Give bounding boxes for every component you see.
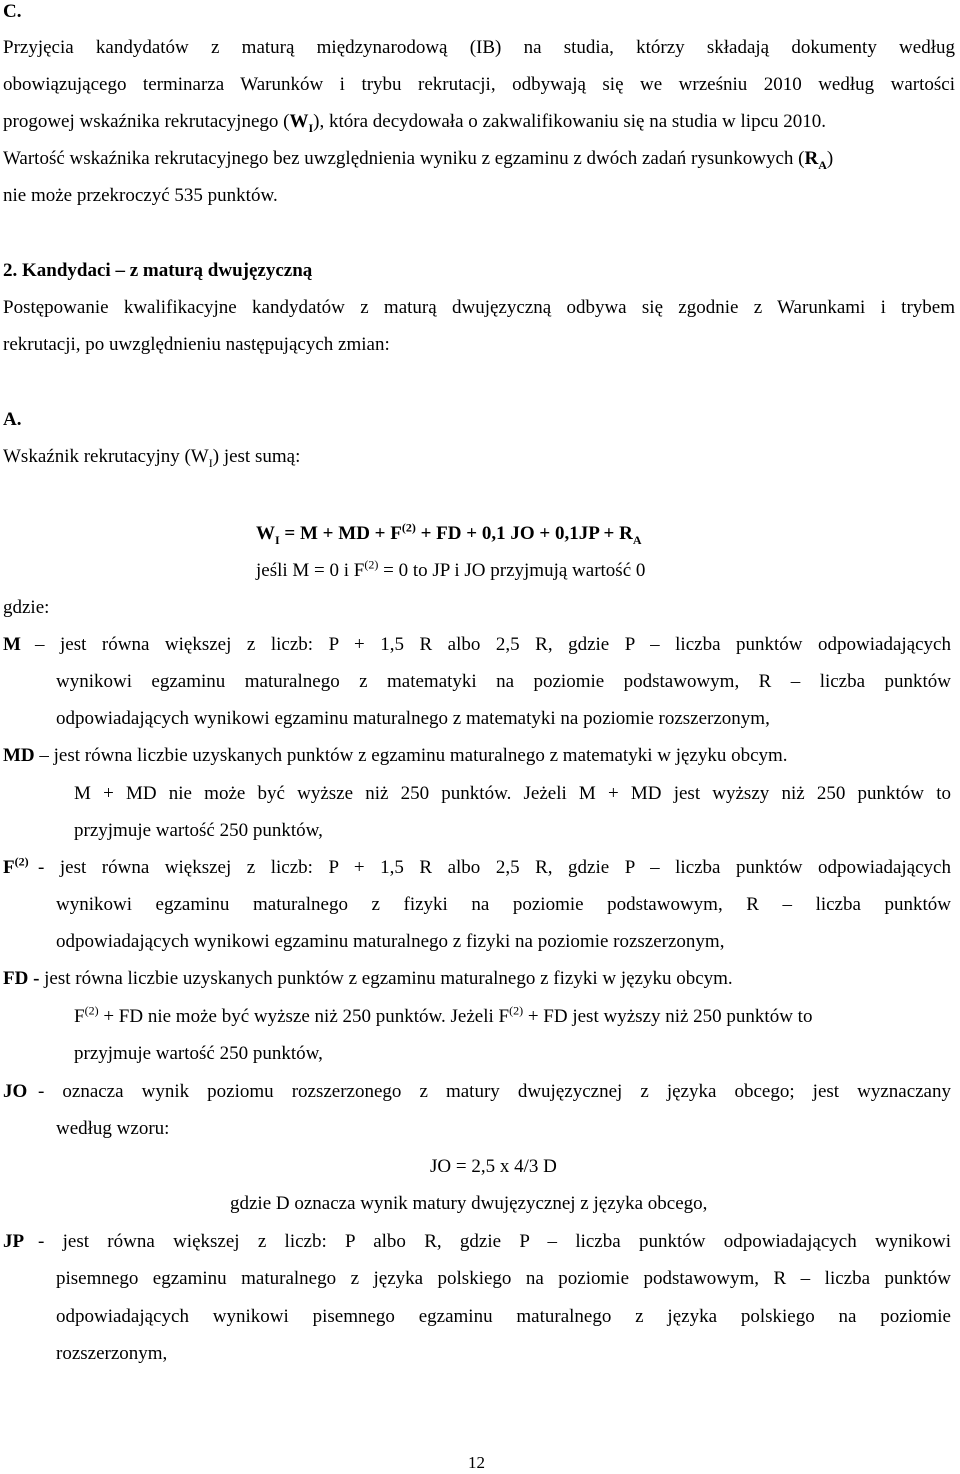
definition-f2-line: wynikowi egzaminu maturalnego z fizyki na poziomie podstawowym, R – liczba punktów — [56, 894, 951, 915]
definition-jp-line: rozszerzonym, — [56, 1343, 168, 1364]
section-c-heading: C. — [3, 1, 22, 22]
section-c-paragraph-line: obowiązującego terminarza Warunków i trybu rekrutacji, odbywają się we wrześniu 2010 według wartości — [3, 74, 955, 95]
definition-jo-line: - oznacza wynik poziomu rozszerzonego z matury dwujęzycznej z języka obcego; jest wyznaczany — [38, 1081, 951, 1102]
section-c-paragraph-line: Przyjęcia kandydatów z maturą międzynarodową (IB) na studia, którzy składają dokumenty według — [3, 37, 955, 58]
formula-condition: jeśli M = 0 i $F^{(2)} = 0$ to JP i JO przyjmują wartość 0 — [256, 557, 646, 581]
definition-term-m: M — [3, 634, 21, 655]
where-label: gdzie: — [3, 597, 50, 618]
definition-term-jp: JP — [3, 1231, 25, 1252]
section-c-paragraph-line: Wartość wskaźnika rekrutacyjnego bez uwzględnienia wyniku z egzaminu z dwóch zadań rysunkowych $(R_A)$ — [3, 148, 834, 172]
definition-term-f2: $F^{(2)}$ — [3, 854, 29, 878]
section-a-intro: Wskaźnik rekrutacyjny $(W_I)$ jest sumą: — [3, 446, 301, 470]
definition-jp-line: - jest równa większej z liczb: P albo R, gdzie P – liczba punktów odpowiadających wynikowi — [38, 1231, 951, 1252]
section-2-paragraph-line: Postępowanie kwalifikacyjne kandydatów z maturą dwujęzyczną odbywa się zgodnie z Warunkami i trybem — [3, 297, 955, 318]
definition-jp-line: pisemnego egzaminu maturalnego z języka polskiego na poziomie podstawowym, R – liczba punktów — [56, 1268, 951, 1289]
definition-md: MD – jest równa liczbie uzyskanych punktów z egzaminu maturalnego z matematyki w języku obcym. — [3, 745, 788, 766]
definition-m-line: odpowiadających wynikowi egzaminu maturalnego z matematyki na poziomie rozszerzonym, — [56, 708, 770, 729]
main-formula: $W_I = M$ + MD + $F^{(2)}$ + FD + 0,1 JO + $0,1JP + R_A$ — [256, 520, 642, 547]
definition-jo-line: według wzoru: — [56, 1118, 170, 1139]
definition-f2-line: odpowiadających wynikowi egzaminu maturalnego z fizyki na poziomie rozszerzonym, — [56, 931, 725, 952]
definition-m-line: wynikowi egzaminu maturalnego z matematyki na poziomie podstawowym, R – liczba punktów — [56, 671, 951, 692]
page-number: 12 — [468, 1453, 485, 1472]
definition-fd-note: $F^{(2)}$ + FD nie może być wyższe niż 250 punktów. Jeżeli $F^{(2)}$ + FD jest wyższy niż 250 punktów to — [74, 1003, 813, 1027]
definition-f2-line: - jest równa większej z liczb: P + 1,5 R albo 2,5 R, gdzie P – liczba punktów odpowiadających — [38, 857, 951, 878]
section-c-paragraph-line: progowej wskaźnika rekrutacyjnego $(W_I)$, która decydowała o zakwalifikowaniu się na studia w lipcu 2010. — [3, 111, 827, 135]
definition-md-note: M + MD nie może być wyższe niż 250 punktów. Jeżeli M + MD jest wyższy niż 250 punktów to — [74, 783, 951, 804]
definition-term-jo: JO — [3, 1081, 28, 1102]
section-2-heading: 2. Kandydaci – z maturą dwujęzyczną — [3, 260, 313, 281]
section-2-paragraph-line: rekrutacji, po uwzględnieniu następujących zmian: — [3, 334, 390, 355]
definition-fd-note: przyjmuje wartość 250 punktów, — [74, 1043, 323, 1064]
section-a-heading: A. — [3, 409, 22, 430]
definition-jp-line: odpowiadających wynikowi pisemnego egzaminu maturalnego z języka polskiego na poziomie — [56, 1306, 951, 1327]
jo-formula: JO = 2,5 x 4/3 D — [430, 1156, 557, 1177]
jo-formula-where: gdzie D oznacza wynik matury dwujęzycznej z języka obcego, — [230, 1193, 708, 1214]
definition-md-note: przyjmuje wartość 250 punktów, — [74, 820, 323, 841]
definition-m-line: – jest równa większej z liczb: P + 1,5 R albo 2,5 R, gdzie P – liczba punktów odpowiadających — [35, 634, 951, 655]
section-c-paragraph-line: nie może przekroczyć 535 punktów. — [3, 185, 278, 206]
definition-fd: FD - jest równa liczbie uzyskanych punktów z egzaminu maturalnego z fizyki w języku obcym. — [3, 968, 733, 989]
